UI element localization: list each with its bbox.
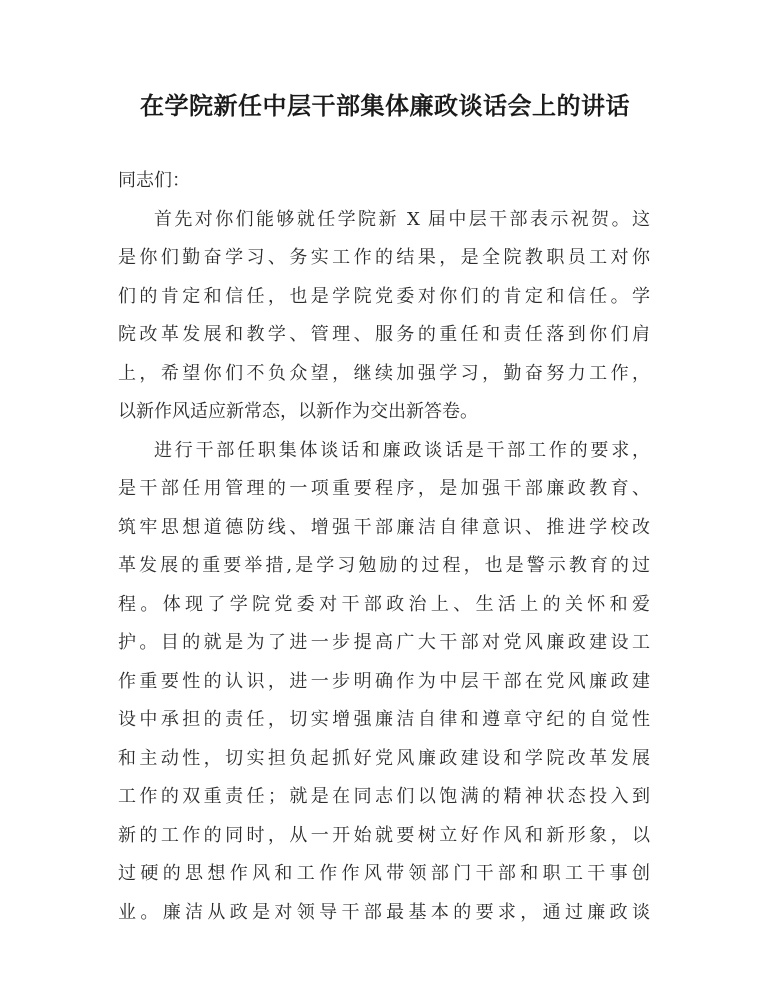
text-line: 新的工作的同时，从一开始就要树立好作风和新形象，以 (118, 824, 650, 846)
text-line: 和主动性，切实担负起抓好党风廉政建设和学院改革发展 (118, 747, 650, 769)
text-line: 们的肯定和信任，也是学院党委对你们的肯定和信任。学 (118, 285, 650, 307)
text-line: 是你们勤奋学习、务实工作的结果，是全院教职员工对你 (118, 247, 650, 268)
text-line: 设中承担的责任，切实增强廉洁自律和遵章守纪的自觉性 (118, 709, 650, 730)
text-line: 筑牢思想道德防线、增强干部廉洁自律意识、推进学校改 (118, 516, 650, 538)
text-line: 上，希望你们不负众望，继续加强学习，勤奋努力工作， (118, 362, 650, 384)
text-line: 业。廉洁从政是对领导干部最基本的要求，通过廉政谈 (118, 901, 650, 923)
text-line: 革发展的重要举措,是学习勉励的过程，也是警示教育的过 (118, 555, 650, 576)
text-line: 作重要性的认识，进一步明确作为中层干部在党风廉政建 (118, 670, 650, 692)
salutation: 同志们： (118, 170, 190, 191)
text-line: 程。体现了学院党委对干部政治上、生活上的关怀和爱 (118, 593, 650, 615)
text-line: 是干部任用管理的一项重要程序，是加强干部廉政教育、 (118, 478, 650, 499)
text-line: 工作的双重责任；就是在同志们以饱满的精神状态投入到 (118, 786, 650, 807)
text-line: 护。目的就是为了进一步提高广大干部对党风廉政建设工 (118, 632, 650, 653)
text-line: 首先对你们能够就任学院新 X 届中层干部表示祝贺。这 (154, 208, 650, 230)
text-line: 进行干部任职集体谈话和廉政谈话是干部工作的要求， (154, 439, 650, 461)
document-title: 在学院新任中层干部集体廉政谈话会上的讲话 (140, 92, 630, 120)
text-line: 以新作风适应新常态，以新作为交出新答卷。 (118, 401, 478, 422)
text-line: 过硬的思想作风和工作作风带领部门干部和职工干事创 (118, 863, 650, 884)
document-body (118, 162, 650, 932)
text-line: 院改革发展和教学、管理、服务的重任和责任落到你们肩 (118, 324, 650, 345)
